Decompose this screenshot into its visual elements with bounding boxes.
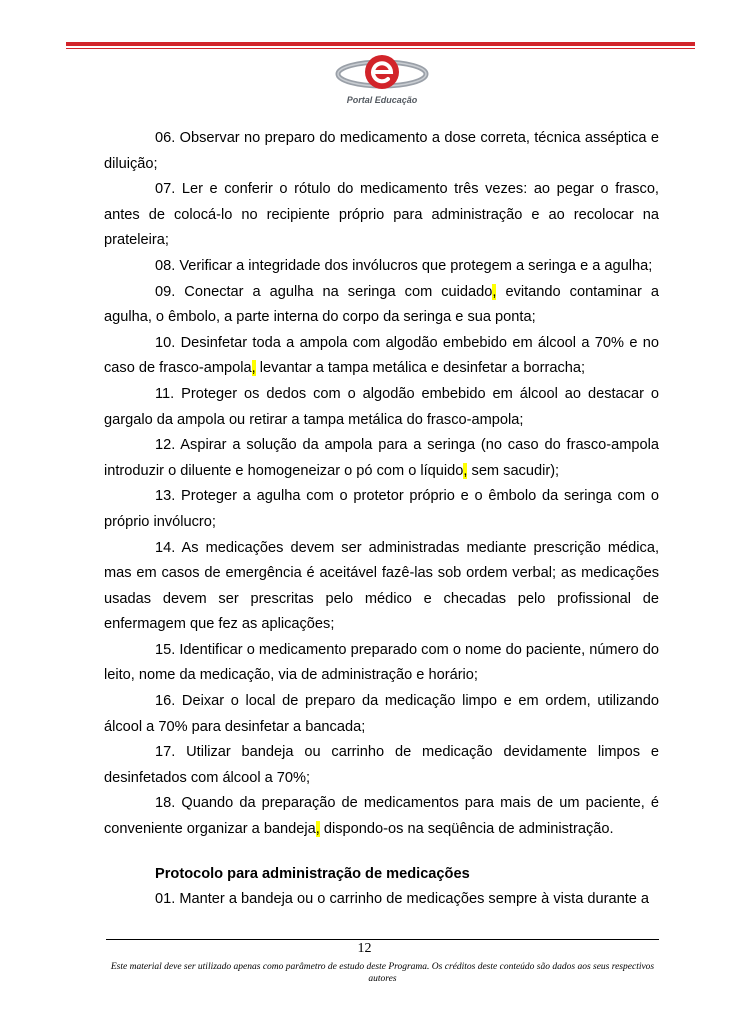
item-18-text-a: 18. Quando da preparação de medicamentos para mais de um paciente, é conveniente organizar a bandeja xyxy=(104,795,659,838)
paragraph-item-15 xyxy=(104,638,659,689)
item-10-text-b: levantar a tampa metálica e desinfetar a borracha; xyxy=(255,360,586,377)
document-body xyxy=(104,126,659,913)
item-12-text-a: 12. Aspirar a solução da ampola para a seringa (no caso do frasco-ampola introduzir o diluente e homogeneizar o pó com o líquido xyxy=(104,437,659,479)
item-12-text-b: sem sacudir); xyxy=(467,462,560,479)
highlighted-comma: , xyxy=(492,283,497,300)
paragraph-item-10 xyxy=(104,331,659,382)
paragraph-item-09 xyxy=(104,280,659,331)
item-08-text: 08. Verificar a integridade dos invólucros que protegem a seringa e a agulha; xyxy=(155,257,653,274)
item-16-text: 16. Deixar o local de preparo da medicação limpo e em ordem, utilizando álcool a 70% para desinfetar a bancada; xyxy=(104,693,659,735)
paragraph-item-16 xyxy=(104,689,659,740)
footer-rule xyxy=(106,939,659,940)
item-13-text: 13. Proteger a agulha com o protetor próprio e o êmbolo da seringa com o próprio invólucro; xyxy=(104,488,659,530)
paragraph-item-11 xyxy=(104,382,659,433)
item-15-text: 15. Identificar o medicamento preparado com o nome do paciente, número do leito, nome da medicação, via de administração e horário; xyxy=(104,641,659,684)
header-rule-bottom xyxy=(66,48,695,49)
page-number: 12 xyxy=(357,941,372,956)
paragraph-section-item-01 xyxy=(104,887,659,913)
highlighted-comma: , xyxy=(463,462,468,479)
highlighted-comma: , xyxy=(251,360,256,377)
paragraph-item-18 xyxy=(104,791,659,842)
paragraph-item-13 xyxy=(104,484,659,535)
item-14-text: 14. As medicações devem ser administradas mediante prescrição médica, mas em casos de emergência é aceitável fazê-las sob ordem verbal; as medicações usadas devem ser prescritas pelo médico e checadas pelo profissional de enfermagem que fez as aplicações; xyxy=(104,539,659,633)
paragraph-item-14 xyxy=(104,536,659,638)
item-18-text-b: dispondo-os na seqüência de administração. xyxy=(319,821,614,838)
portal-educacao-logo xyxy=(318,52,448,112)
item-17-text: 17. Utilizar bandeja ou carrinho de medicação devidamente limpos e desinfetados com álcool a 70%; xyxy=(104,744,659,786)
header-rule-top xyxy=(66,42,695,46)
item-09-text-a: 09. Conectar a agulha na seringa com cuidado xyxy=(155,283,493,300)
item-09-text-b: evitando contaminar a agulha, o êmbolo, a parte interna do corpo da seringa e sua ponta; xyxy=(104,283,659,326)
item-06-text: 06. Observar no preparo do medicamento a dose correta, técnica asséptica e diluição; xyxy=(104,130,659,172)
paragraph-item-07 xyxy=(104,177,659,254)
highlighted-comma: , xyxy=(315,821,320,838)
paragraph-item-06 xyxy=(104,126,659,177)
portal-educacao-logo-icon xyxy=(318,52,448,112)
item-10-text-a: 10. Desinfetar toda a ampola com algodão embebido em álcool a 70% e no caso de frasco-ampola xyxy=(104,334,659,377)
footer-disclaimer: Este material deve ser utilizado apenas como parâmetro de estudo deste Programa. Os créditos deste conteúdo são dados aos seus respectivos autores xyxy=(110,962,655,984)
item-07-text: 07. Ler e conferir o rótulo do medicamento três vezes: ao pegar o frasco, antes de colocá-lo no recipiente próprio para administração e ao recolocar na prateleira; xyxy=(104,181,659,249)
paragraph-item-17 xyxy=(104,740,659,791)
section-title: Protocolo para administração de medicações xyxy=(155,865,470,882)
paragraph-item-08 xyxy=(104,254,659,280)
paragraph-item-12 xyxy=(104,433,659,484)
item-11-text: 11. Proteger os dedos com o algodão embebido em álcool ao destacar o gargalo da ampola ou retirar a tampa metálica do frasco-ampola; xyxy=(104,385,659,428)
section-item-01-text: 01. Manter a bandeja ou o carrinho de medicações sempre à vista durante a xyxy=(155,891,650,908)
logo-text: Portal Educação xyxy=(346,95,418,105)
